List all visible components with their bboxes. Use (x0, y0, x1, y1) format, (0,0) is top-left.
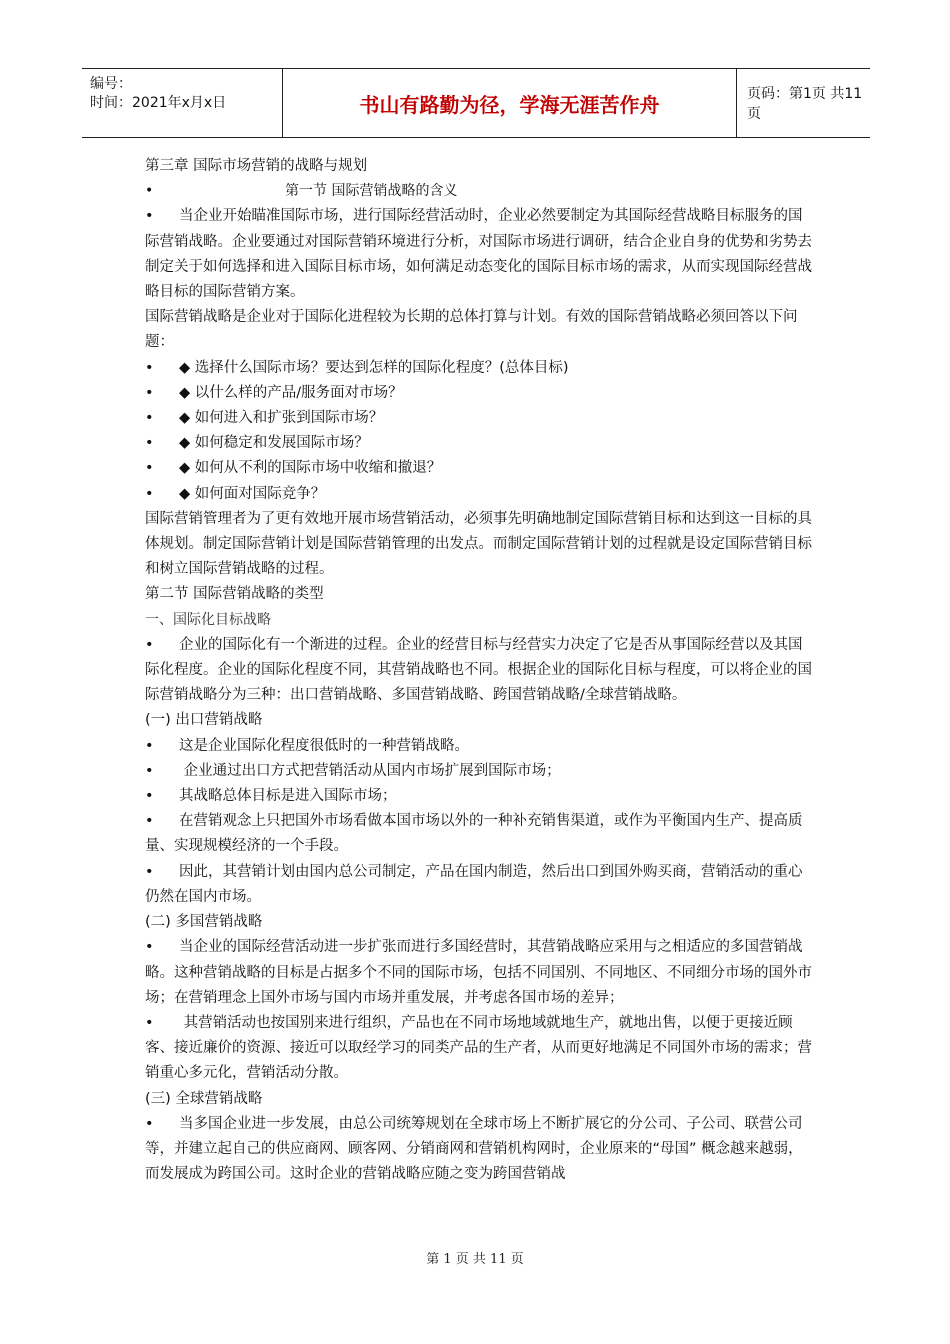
paragraph: 国际营销战略是企业对于国际化进程较为长期的总体打算与计划。有效的国际营销战略必须回答以下问题： (145, 309, 798, 351)
paragraph: 国际营销管理者为了更有效地开展市场营销活动，必须事先明确地制定国际营销目标和达到这一目标的具体规划。制定国际营销计划是国际营销管理的出发点。而制定国际营销计划的过程就是设定国际营销目标和树立国际营销战略的过程。 (145, 510, 812, 578)
question-item (145, 456, 815, 481)
bullet: • (145, 636, 154, 653)
list-item-text: 企业通过出口方式把营销活动从国内市场扩展到国际市场； (179, 762, 561, 779)
bullet: • (145, 1014, 154, 1031)
bullet: • (145, 939, 154, 956)
bullet: • (145, 435, 154, 452)
question-item (145, 406, 815, 431)
question-text: ◆ 如何进入和扩张到国际市场？ (179, 410, 384, 427)
list-item-text: 在营销观念上只把国外市场看做本国市场以外的一种补充销售渠道，或作为平衡国内生产、提高质量、实现规模经济的一个手段。 (145, 813, 803, 855)
question-item (145, 356, 815, 381)
multinational-strategy-heading: (二) 多国营销战略 (145, 914, 263, 931)
export-strategy-heading: (一) 出口营销战略 (145, 712, 263, 729)
section1-title-line (145, 179, 815, 204)
bullet: • (145, 183, 154, 200)
list-item-text: 其营销活动也按国别来进行组织，产品也在不同市场地域就地生产，就地出售，以便于更接近顾客、接近廉价的资源、接近可以取经学习的同类产品的生产者，从而更好地满足不同国外市场的需求；营销重心多元化，营销活动分散。 (145, 1014, 812, 1082)
paragraph-text: 当企业开始瞄准国际市场，进行国际经营活动时，企业必然要制定为其国际经营战略目标服务的国际营销战略。企业要通过对国际营销环境进行分析，对国际市场进行调研，结合企业自身的优势和劣势去制定关于如何选择和进入国际目标市场，如何满足动态变化的国际目标市场的需求，从而实现国际经营战略目标的国际营销方案。 (145, 208, 812, 301)
paragraph (145, 204, 815, 305)
section1-title: 第一节 国际营销战略的含义 (285, 183, 458, 200)
bullet: • (145, 813, 154, 830)
list-item (145, 1112, 815, 1188)
bullet: • (145, 863, 154, 880)
question-text: ◆ 如何稳定和发展国际市场？ (179, 435, 369, 452)
list-item (145, 860, 815, 910)
bullet: • (145, 737, 154, 754)
list-item-text: 因此，其营销计划由国内总公司制定，产品在国内制造，然后出口到国外购买商，营销活动的重心仍然在国内市场。 (145, 863, 803, 905)
page-footer: 第 1 页 共 11 页 (426, 1252, 524, 1267)
global-strategy-heading: (三) 全球营销战略 (145, 1090, 263, 1107)
subsection-title: 一、国际化目标战略 (145, 611, 271, 628)
number-label: 编号： (90, 76, 132, 92)
list-item-text: 其战略总体目标是进入国际市场； (179, 788, 397, 805)
list-item (145, 734, 815, 759)
chapter-title: 第三章 国际市场营销的战略与规划 (145, 158, 368, 174)
paragraph (145, 633, 815, 709)
page-header (82, 68, 870, 138)
paragraph-text: 企业的国际化有一个渐进的过程。企业的经营目标与经营实力决定了它是否从事国际经营以及其国际化程度。企业的国际化程度不同，其营销战略也不同。根据企业的国际化目标与程度，可以将企业的国际营销战略分为三种：出口营销战略、多国营销战略、跨国营销战略/全球营销战略。 (145, 636, 812, 704)
list-item (145, 784, 815, 809)
section2-title: 第二节 国际营销战略的类型 (145, 586, 324, 603)
bullet: • (145, 359, 154, 376)
bullet: • (145, 460, 154, 477)
list-item (145, 1011, 815, 1087)
bullet: • (145, 762, 154, 779)
page-code: 页码：第1页 共11页 (747, 86, 863, 122)
list-item (145, 809, 815, 859)
bullet: • (145, 208, 154, 225)
bullet: • (145, 1115, 154, 1132)
list-item-text: 这是企业国际化程度很低时的一种营销战略。 (179, 737, 469, 754)
motto: 书山有路勤为径，学海无涯苦作舟 (282, 69, 737, 137)
time-label: 时间：2021年x月x日 (90, 95, 227, 111)
question-text: ◆ 如何面对国际竞争？ (179, 485, 326, 502)
list-item-text: 当企业的国际经营活动进一步扩张而进行多国经营时，其营销战略应采用与之相适应的多国营销战略。这种营销战略的目标是占据多个不同的国际市场，包括不同国别、不同地区、不同细分市场的国外市场；在营销理念上国外市场与国内市场并重发展，并考虑各国市场的差异； (145, 939, 812, 1006)
question-item (145, 482, 815, 507)
question-item (145, 431, 815, 456)
bullet: • (145, 384, 154, 401)
bullet: • (145, 788, 154, 805)
question-text: ◆ 以什么样的产品/服务面对市场？ (179, 384, 403, 401)
question-text: ◆ 如何从不利的国际市场中收缩和撤退？ (179, 460, 442, 477)
bullet: • (145, 485, 154, 502)
list-item (145, 935, 815, 1011)
document-body (145, 154, 815, 1187)
question-item (145, 381, 815, 406)
question-text: ◆ 选择什么国际市场？要达到怎样的国际化程度？(总体目标) (179, 359, 569, 376)
header-left-cell (82, 69, 282, 137)
list-item (145, 759, 815, 784)
bullet: • (145, 410, 154, 427)
list-item-text: 当多国企业进一步发展，由总公司统筹规划在全球市场上不断扩展它的分公司、子公司、联营公司等，并建立起自己的供应商网、顾客网、分销商网和营销机构网时，企业原来的“母国” 概念越来越弱，而发展成为跨国公司。这时企业的营销战略应随之变为跨国营销战 (145, 1115, 803, 1183)
